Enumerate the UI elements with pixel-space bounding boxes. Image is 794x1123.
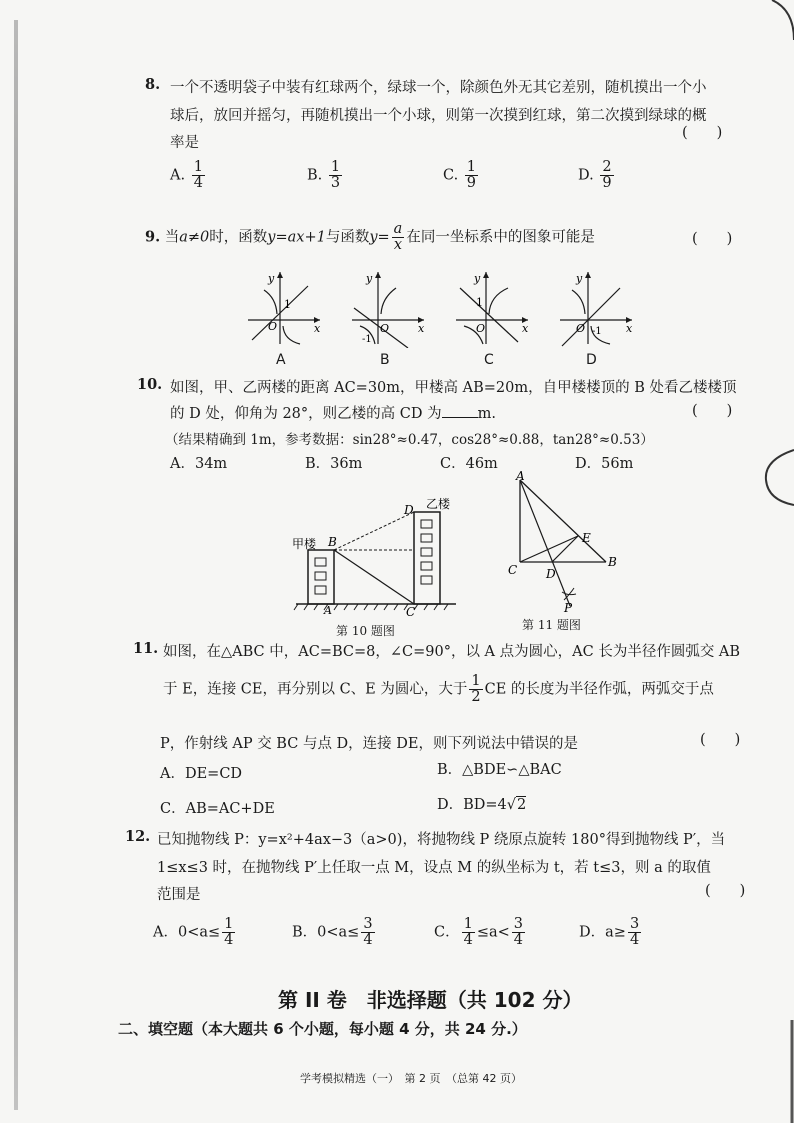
q9-d-origin: O xyxy=(576,322,586,335)
q9-d-mark: -1 xyxy=(592,326,602,337)
q9-a-x-label: x xyxy=(314,322,321,335)
q10-fig-b: B xyxy=(328,535,337,549)
q10-fig-a: A xyxy=(324,604,332,617)
q11-answer-paren: ( ) xyxy=(700,732,741,748)
section-subtitle: 二、填空题（本大题共 6 个小题，每小题 4 分，共 24 分.） xyxy=(118,1020,527,1038)
q10-option-c: C．46m xyxy=(440,456,498,472)
q11-option-d: D．BD=4√2 xyxy=(437,797,527,813)
q9-c-x-label: x xyxy=(522,322,529,335)
q9-graph-a xyxy=(244,268,324,348)
q11-option-a: A．DE=CD xyxy=(160,766,243,782)
q9-graph-b-label: B xyxy=(380,352,390,368)
q8-line3: 率是 xyxy=(170,135,199,151)
q8-answer-paren: ( ) xyxy=(682,125,723,141)
q8-option-d: D. $\frac{2}{9}$ xyxy=(578,159,612,192)
q10-line3: （结果精确到 1m，参考数据：sin28°≈0.47，cos28°≈0.88，tan28°≈0.53） xyxy=(165,432,654,448)
q9-a-mark: 1 xyxy=(284,298,291,311)
q8-line1: 一个不透明袋子中装有红球两个，绿球一个，除颜色外无其它差别，随机摸出一个小 xyxy=(170,80,707,96)
q8-option-a: A. $\frac{1}{4}$ xyxy=(170,159,203,192)
q11-line3: P，作射线 AP 交 BC 与点 D，连接 DE，则下列说法中错误的是 xyxy=(160,736,578,752)
q11-option-c: C．AB=AC+DE xyxy=(160,801,275,817)
page-right-edge xyxy=(764,0,794,1123)
q11-fig-p: P xyxy=(564,601,573,615)
q9-answer-paren: ( ) xyxy=(692,231,733,247)
q9-c-mark: 1 xyxy=(476,296,483,309)
q10-line2: 的 D 处，仰角为 28°，则乙楼的高 CD 为 m. xyxy=(170,406,496,422)
q12-line2: 1≤x≤3 时，在抛物线 P′上任取一点 M，设点 M 的纵坐标为 t，若 t≤3，则 a 的取值 xyxy=(157,860,711,876)
q11-fig-d: D xyxy=(546,567,556,581)
q10-fig-c: C xyxy=(406,605,416,618)
q10-fig-yi-label: 乙楼 xyxy=(426,497,451,511)
section-title: 第 II 卷 非选择题（共 102 分） xyxy=(278,988,583,1012)
q10-line1: 如图，甲、乙两楼的距离 AC=30m，甲楼高 AB=20m，自甲楼楼顶的 B 处看乙楼楼顶 xyxy=(170,380,737,396)
q9-graph-c xyxy=(452,268,532,348)
q12-number: 12. xyxy=(125,828,151,845)
q9-graph-d-label: D xyxy=(586,352,597,368)
q12-option-b: B．0<a≤ $\frac{3}{4}$ xyxy=(292,916,373,949)
q9-d-x-label: x xyxy=(626,322,633,335)
q11-figure-caption: 第 11 题图 xyxy=(522,618,581,632)
q11-figure xyxy=(504,470,624,616)
q9-b-mark: -1 xyxy=(362,334,372,345)
q11-fig-c: C xyxy=(508,563,518,577)
q12-line1: 已知抛物线 P：y=x²+4ax−3（a>0)，将抛物线 P 绕原点旋转 180°得到抛物线 P′，当 xyxy=(157,832,726,848)
q12-option-a: A．0<a≤ $\frac{1}{4}$ xyxy=(153,916,234,949)
q12-option-c: C． $\frac{1}{4}$ ≤a< $\frac{3}{4}$ xyxy=(434,916,524,949)
q9-a-origin: O xyxy=(268,320,278,333)
q10-option-d: D．56m xyxy=(575,456,634,472)
q12-answer-paren: ( ) xyxy=(705,883,746,899)
q10-answer-paren: ( ) xyxy=(692,403,733,419)
q10-number: 10. xyxy=(137,376,163,393)
q10-fig-d: D xyxy=(404,503,414,517)
q9-stem: 9. 当a≠0时，函数y=ax+1与函数y= $\frac{a}{x}$ 在同一坐标系中的图象可能是 xyxy=(145,221,595,254)
q9-b-y-label: y xyxy=(366,272,373,285)
q9-b-origin: O xyxy=(380,322,390,335)
q12-line3: 范围是 xyxy=(157,887,201,903)
q8-line2: 球后，放回并摇匀，再随机摸出一个小球，则第一次摸到红球，第二次摸到绿球的概 xyxy=(170,108,707,124)
q10-option-b: B．36m xyxy=(305,456,363,472)
q10-figure xyxy=(288,494,468,618)
q11-number: 11. xyxy=(133,640,159,657)
page-footer: 学考模拟精选（一） 第 2 页 （总第 42 页） xyxy=(300,1072,522,1085)
q12-option-d: D．a≥ $\frac{3}{4}$ xyxy=(579,916,640,949)
q9-graph-d xyxy=(556,268,636,348)
q11-line2: 于 E，连接 CE，再分别以 C、E 为圆心，大于 $\frac{1}{2}$ CE 的长度为半径作弧，两弧交于点 xyxy=(163,673,714,706)
q9-graph-c-label: C xyxy=(484,352,494,368)
q9-a-y-label: y xyxy=(268,272,275,285)
q9-graph-a-label: A xyxy=(276,352,286,368)
q8-option-c: C. $\frac{1}{9}$ xyxy=(443,159,477,192)
q9-d-y-label: y xyxy=(576,272,583,285)
q9-graph-b xyxy=(348,268,428,348)
q11-option-b: B．△BDE∽△BAC xyxy=(437,762,562,778)
q10-figure-caption: 第 10 题图 xyxy=(336,624,395,638)
q8-option-b: B. $\frac{1}{3}$ xyxy=(307,159,341,192)
q11-fig-a: A xyxy=(516,470,525,483)
page-left-edge xyxy=(14,20,18,1110)
q11-line1: 如图，在△ABC 中，AC=BC=8，∠C=90°，以 A 点为圆心，AC 长为半径作圆弧交 AB xyxy=(163,644,741,660)
q9-c-origin: O xyxy=(476,322,486,335)
q8-number: 8. xyxy=(145,76,161,93)
q11-fig-b: B xyxy=(608,555,617,569)
q9-b-x-label: x xyxy=(418,322,425,335)
q9-c-y-label: y xyxy=(474,272,481,285)
q10-fig-jia-label: 甲楼 xyxy=(292,537,317,551)
q11-fig-e: E xyxy=(582,531,591,545)
q10-option-a: A．34m xyxy=(170,456,228,472)
